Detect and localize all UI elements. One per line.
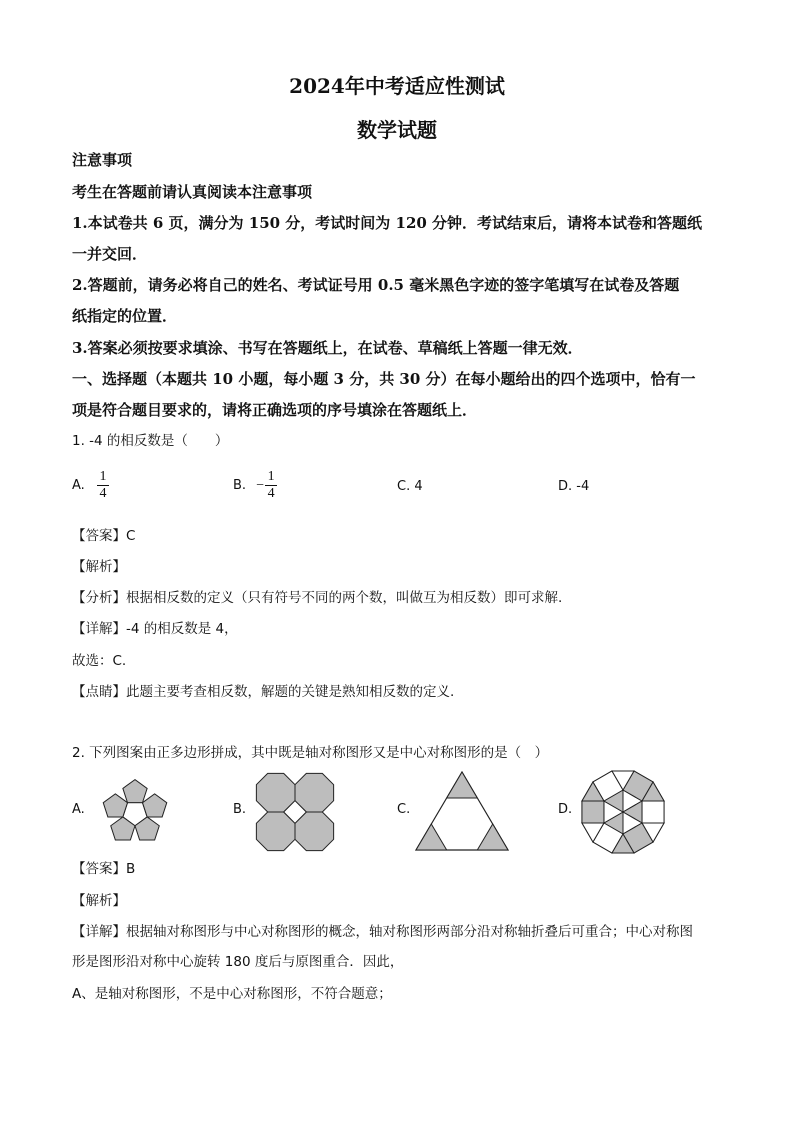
xiangjie-text: 根据轴对称图形与中心对称图形的概念，轴对称图形两部分沿对称轴折叠后可重合；中心对称图 <box>126 924 693 940</box>
edge-square <box>642 801 664 823</box>
q1-option-b-fraction <box>265 469 277 502</box>
exam-subtitle: 数学试题 <box>357 118 437 142</box>
notice-item2-line2: 纸指定的位置． <box>72 307 178 325</box>
q2-answer <box>72 859 135 879</box>
fraction-denominator: 4 <box>267 486 275 501</box>
notice-intro: 考生在答题前请认真阅读本注意事项 <box>72 183 313 201</box>
triangle-pattern-figure <box>414 770 510 852</box>
fenxi-text: 根据相反数的定义（只有符号不同的两个数，叫做互为相反数）即可求解. <box>126 590 563 606</box>
q1-fenxi <box>72 588 562 608</box>
answer-value: B <box>126 861 136 877</box>
fraction-numerator: 1 <box>267 469 275 484</box>
q2-option-b-label: B. <box>233 802 247 817</box>
q1-stem: 1. -4 的相反数是（ ） <box>72 433 229 449</box>
q2-analysis-tag: 【解析】 <box>72 893 126 909</box>
section1-instructions-line1: 一、选择题（本题共 10 小题，每小题 3 分，共 30 分）在每小题给出的四个选项中，恰有一 <box>72 370 696 388</box>
q1-choose: 故选：C. <box>72 653 127 669</box>
q1-dianjing <box>72 682 454 702</box>
notice-item1-line2: 一并交回． <box>72 245 148 263</box>
section1-instructions-line2: 项是符合题目要求的，请将正确选项的序号填涂在答题纸上． <box>72 401 478 419</box>
edge-square <box>582 801 604 823</box>
exam-title: 2024年中考适应性测试 <box>289 74 505 98</box>
q2-option-c-label: C. <box>397 802 411 817</box>
dianjing-tag: 【点睛】 <box>72 684 126 700</box>
q1-option-a <box>72 469 109 502</box>
xiangjie-text: -4 的相反数是 4， <box>126 621 238 637</box>
q1-answer <box>72 526 135 546</box>
pentagon-pattern-figure <box>92 768 178 854</box>
q1-option-b-label: B. <box>233 478 247 493</box>
dodecagon-pattern-figure <box>578 767 668 857</box>
octagon-pattern-figure <box>253 770 337 854</box>
q1-option-d: D. -4 <box>558 479 590 494</box>
answer-tag: 【答案】 <box>72 861 126 877</box>
fraction-numerator: 1 <box>99 469 107 484</box>
q1-option-c: C. 4 <box>397 479 423 494</box>
dianjing-text: 此题主要考查相反数，解题的关键是熟知相反数的定义. <box>126 684 455 700</box>
fenxi-tag: 【分析】 <box>72 590 126 606</box>
q1-analysis-tag: 【解析】 <box>72 559 126 575</box>
notice-item1-line1: 1.本试卷共 6 页，满分为 150 分，考试时间为 120 分钟．考试结束后，请将本试卷和答题纸 <box>72 214 703 232</box>
q2-item-a: A、是轴对称图形，不是中心对称图形，不符合题意； <box>72 986 392 1002</box>
fraction-denominator: 4 <box>99 486 107 501</box>
notice-item2-line1: 2.答题前，请务必将自己的姓名、考试证号用 0.5 毫米黑色字迹的签字笔填写在试卷及答题 <box>72 276 680 294</box>
q1-option-b <box>233 469 277 502</box>
q1-option-b-sign: − <box>256 478 265 493</box>
outer-pentagon <box>143 794 167 817</box>
q2-xiangjie-line1 <box>72 922 693 942</box>
xiangjie-tag: 【详解】 <box>72 621 126 637</box>
outer-pentagon <box>103 794 127 817</box>
xiangjie-tag: 【详解】 <box>72 924 126 940</box>
q2-xiangjie-line2: 形是图形沿对称中心旋转 180 度后与原图重合．因此， <box>72 954 404 970</box>
q1-option-a-label: A. <box>72 478 85 493</box>
answer-tag: 【答案】 <box>72 528 126 544</box>
q1-xiangjie <box>72 619 238 639</box>
notice-item3: 3.答案必须按要求填涂、书写在答题纸上，在试卷、草稿纸上答题一律无效． <box>72 339 583 357</box>
notice-heading: 注意事项 <box>72 151 133 169</box>
q1-option-a-fraction <box>97 469 109 502</box>
q2-option-d-label: D. <box>558 802 573 817</box>
answer-value: C <box>126 528 136 544</box>
q2-stem: 2. 下列图案由正多边形拼成，其中既是轴对称图形又是中心对称图形的是（ ） <box>72 745 549 761</box>
outer-pentagon <box>123 780 147 803</box>
q2-option-a-label: A. <box>72 802 85 817</box>
